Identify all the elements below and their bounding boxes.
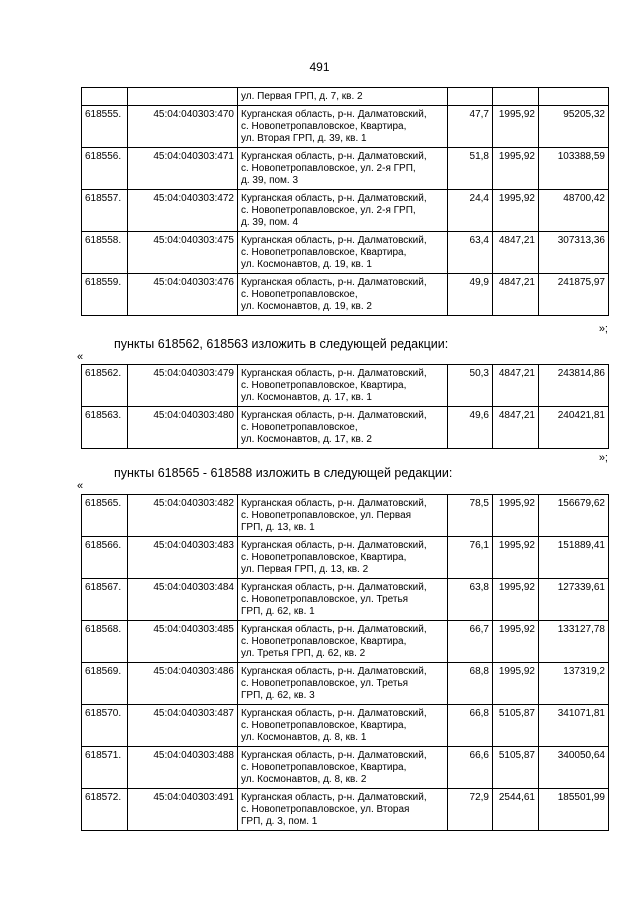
table-row xyxy=(82,621,609,663)
total-value xyxy=(539,88,609,106)
row-number: 618568. xyxy=(82,621,128,663)
opening-quote-2: « xyxy=(77,480,84,492)
registry-table-3 xyxy=(81,494,609,831)
area-value: 50,3 xyxy=(448,365,493,407)
area-value: 63,8 xyxy=(448,579,493,621)
cadastral-number: 45:04:040303:487 xyxy=(128,705,238,747)
address-line: с. Новопетропавловское, ул. 2-я ГРП, xyxy=(241,205,416,216)
address-line: Курганская область, р-н. Далматовский, xyxy=(241,498,427,509)
address-line: ул. Первая ГРП, д. 7, кв. 2 xyxy=(241,91,363,102)
page-number: 491 xyxy=(309,60,330,74)
address-line: Курганская область, р-н. Далматовский, xyxy=(241,540,427,551)
cadastral-number: 45:04:040303:486 xyxy=(128,663,238,705)
total-value: 341071,81 xyxy=(539,705,609,747)
registry-table-1 xyxy=(81,87,609,316)
total-value: 243814,86 xyxy=(539,365,609,407)
table-row xyxy=(82,106,609,148)
address-line: Курганская область, р-н. Далматовский, xyxy=(241,193,427,204)
cadastral-number: 45:04:040303:470 xyxy=(128,106,238,148)
price-per-sqm: 4847,21 xyxy=(493,365,539,407)
address xyxy=(238,106,448,148)
address-line: с. Новопетропавловское, xyxy=(241,422,358,433)
area-value: 49,9 xyxy=(448,274,493,316)
total-value: 185501,99 xyxy=(539,789,609,831)
price-per-sqm: 5105,87 xyxy=(493,747,539,789)
total-value: 307313,36 xyxy=(539,232,609,274)
address-line: д. 39, пом. 4 xyxy=(241,217,299,228)
area-value: 51,8 xyxy=(448,148,493,190)
total-value: 151889,41 xyxy=(539,537,609,579)
address-line: Курганская область, р-н. Далматовский, xyxy=(241,109,427,120)
price-per-sqm: 1995,92 xyxy=(493,148,539,190)
price-per-sqm: 1995,92 xyxy=(493,663,539,705)
price-per-sqm: 2544,61 xyxy=(493,789,539,831)
area-value: 49,6 xyxy=(448,407,493,449)
address-line: с. Новопетропавловское, xyxy=(241,289,358,300)
price-per-sqm xyxy=(493,88,539,106)
address-line: ул. Космонавтов, д. 8, кв. 2 xyxy=(241,774,367,785)
area-value xyxy=(448,88,493,106)
total-value: 156679,62 xyxy=(539,495,609,537)
address xyxy=(238,621,448,663)
table-row xyxy=(82,88,609,106)
area-value: 66,6 xyxy=(448,747,493,789)
cadastral-number: 45:04:040303:491 xyxy=(128,789,238,831)
address xyxy=(238,407,448,449)
row-number: 618555. xyxy=(82,106,128,148)
address-line: с. Новопетропавловское, ул. Третья xyxy=(241,594,409,605)
table-row xyxy=(82,148,609,190)
address-line: с. Новопетропавловское, Квартира, xyxy=(241,720,407,731)
address xyxy=(238,274,448,316)
closing-quote-2: »; xyxy=(598,452,608,464)
area-value: 66,8 xyxy=(448,705,493,747)
total-value: 48700,42 xyxy=(539,190,609,232)
address-line: ГРП, д. 3, пом. 1 xyxy=(241,816,318,827)
total-value: 340050,64 xyxy=(539,747,609,789)
address-line: Курганская область, р-н. Далматовский, xyxy=(241,624,427,635)
row-number: 618572. xyxy=(82,789,128,831)
total-value: 133127,78 xyxy=(539,621,609,663)
row-number: 618565. xyxy=(82,495,128,537)
row-number: 618570. xyxy=(82,705,128,747)
row-number: 618562. xyxy=(82,365,128,407)
area-value: 78,5 xyxy=(448,495,493,537)
address-line: с. Новопетропавловское, ул. 2-я ГРП, xyxy=(241,163,416,174)
address xyxy=(238,747,448,789)
cadastral-number: 45:04:040303:475 xyxy=(128,232,238,274)
address-line: Курганская область, р-н. Далматовский, xyxy=(241,235,427,246)
area-value: 68,8 xyxy=(448,663,493,705)
table-row xyxy=(82,579,609,621)
price-per-sqm: 4847,21 xyxy=(493,232,539,274)
total-value: 240421,81 xyxy=(539,407,609,449)
row-number: 618557. xyxy=(82,190,128,232)
cadastral-number: 45:04:040303:472 xyxy=(128,190,238,232)
cadastral-number: 45:04:040303:480 xyxy=(128,407,238,449)
address-line: Курганская область, р-н. Далматовский, xyxy=(241,750,427,761)
address-line: ГРП, д. 62, кв. 1 xyxy=(241,606,315,617)
row-number: 618571. xyxy=(82,747,128,789)
address-line: с. Новопетропавловское, Квартира, xyxy=(241,121,407,132)
cadastral-number: 45:04:040303:485 xyxy=(128,621,238,663)
table-row xyxy=(82,537,609,579)
cadastral-number: 45:04:040303:482 xyxy=(128,495,238,537)
address xyxy=(238,365,448,407)
table-row xyxy=(82,495,609,537)
registry-table-2 xyxy=(81,364,609,449)
address-line: Курганская область, р-н. Далматовский, xyxy=(241,666,427,677)
price-per-sqm: 1995,92 xyxy=(493,621,539,663)
address-line: ул. Космонавтов, д. 17, кв. 1 xyxy=(241,392,372,403)
row-number xyxy=(82,88,128,106)
address-line: д. 39, пом. 3 xyxy=(241,175,299,186)
address-line: с. Новопетропавловское, Квартира, xyxy=(241,552,407,563)
table-row xyxy=(82,274,609,316)
area-value: 47,7 xyxy=(448,106,493,148)
table-row xyxy=(82,190,609,232)
cadastral-number: 45:04:040303:476 xyxy=(128,274,238,316)
address-line: ул. Космонавтов, д. 19, кв. 2 xyxy=(241,301,372,312)
address-line: ГРП, д. 62, кв. 3 xyxy=(241,690,315,701)
cadastral-number: 45:04:040303:483 xyxy=(128,537,238,579)
total-value: 127339,61 xyxy=(539,579,609,621)
row-number: 618563. xyxy=(82,407,128,449)
table-row xyxy=(82,747,609,789)
row-number: 618556. xyxy=(82,148,128,190)
total-value: 241875,97 xyxy=(539,274,609,316)
address xyxy=(238,789,448,831)
address xyxy=(238,495,448,537)
address-line: ул. Третья ГРП, д. 62, кв. 2 xyxy=(241,648,366,659)
table-row xyxy=(82,407,609,449)
price-per-sqm: 1995,92 xyxy=(493,495,539,537)
address-line: ГРП, д. 13, кв. 1 xyxy=(241,522,315,533)
price-per-sqm: 1995,92 xyxy=(493,190,539,232)
row-number: 618559. xyxy=(82,274,128,316)
area-value: 76,1 xyxy=(448,537,493,579)
price-per-sqm: 1995,92 xyxy=(493,537,539,579)
cadastral-number: 45:04:040303:471 xyxy=(128,148,238,190)
amendment-paragraph-1: пункты 618562, 618563 изложить в следующей редакции: xyxy=(114,337,449,351)
address-line: Курганская область, р-н. Далматовский, xyxy=(241,792,427,803)
total-value: 103388,59 xyxy=(539,148,609,190)
price-per-sqm: 4847,21 xyxy=(493,274,539,316)
table-row xyxy=(82,365,609,407)
table-row xyxy=(82,663,609,705)
price-per-sqm: 4847,21 xyxy=(493,407,539,449)
address-line: ул. Космонавтов, д. 8, кв. 1 xyxy=(241,732,367,743)
address-line: Курганская область, р-н. Далматовский, xyxy=(241,582,427,593)
address xyxy=(238,148,448,190)
address-line: с. Новопетропавловское, Квартира, xyxy=(241,247,407,258)
address-line: с. Новопетропавловское, ул. Первая xyxy=(241,510,412,521)
address xyxy=(238,88,448,106)
address-line: с. Новопетропавловское, ул. Третья xyxy=(241,678,409,689)
area-value: 63,4 xyxy=(448,232,493,274)
address xyxy=(238,705,448,747)
amendment-paragraph-2: пункты 618565 - 618588 изложить в следующей редакции: xyxy=(114,466,453,480)
address-line: ул. Первая ГРП, д. 13, кв. 2 xyxy=(241,564,369,575)
closing-quote-1: »; xyxy=(598,323,608,335)
row-number: 618569. xyxy=(82,663,128,705)
total-value: 137319,2 xyxy=(539,663,609,705)
address xyxy=(238,663,448,705)
cadastral-number: 45:04:040303:479 xyxy=(128,365,238,407)
price-per-sqm: 1995,92 xyxy=(493,106,539,148)
cadastral-number xyxy=(128,88,238,106)
cadastral-number: 45:04:040303:488 xyxy=(128,747,238,789)
area-value: 72,9 xyxy=(448,789,493,831)
address xyxy=(238,537,448,579)
address-line: Курганская область, р-н. Далматовский, xyxy=(241,277,427,288)
address-line: Курганская область, р-н. Далматовский, xyxy=(241,708,427,719)
address xyxy=(238,579,448,621)
row-number: 618567. xyxy=(82,579,128,621)
opening-quote-1: « xyxy=(77,351,84,363)
row-number: 618566. xyxy=(82,537,128,579)
table-row xyxy=(82,232,609,274)
address-line: с. Новопетропавловское, Квартира, xyxy=(241,636,407,647)
area-value: 66,7 xyxy=(448,621,493,663)
table-row xyxy=(82,705,609,747)
area-value: 24,4 xyxy=(448,190,493,232)
row-number: 618558. xyxy=(82,232,128,274)
address-line: с. Новопетропавловское, ул. Вторая xyxy=(241,804,410,815)
address xyxy=(238,232,448,274)
table-row xyxy=(82,789,609,831)
address-line: Курганская область, р-н. Далматовский, xyxy=(241,368,427,379)
price-per-sqm: 1995,92 xyxy=(493,579,539,621)
address-line: ул. Космонавтов, д. 19, кв. 1 xyxy=(241,259,372,270)
total-value: 95205,32 xyxy=(539,106,609,148)
cadastral-number: 45:04:040303:484 xyxy=(128,579,238,621)
address-line: с. Новопетропавловское, Квартира, xyxy=(241,762,407,773)
address xyxy=(238,190,448,232)
address-line: Курганская область, р-н. Далматовский, xyxy=(241,410,427,421)
address-line: ул. Вторая ГРП, д. 39, кв. 1 xyxy=(241,133,367,144)
price-per-sqm: 5105,87 xyxy=(493,705,539,747)
address-line: ул. Космонавтов, д. 17, кв. 2 xyxy=(241,434,372,445)
address-line: Курганская область, р-н. Далматовский, xyxy=(241,151,427,162)
address-line: с. Новопетропавловское, Квартира, xyxy=(241,380,407,391)
